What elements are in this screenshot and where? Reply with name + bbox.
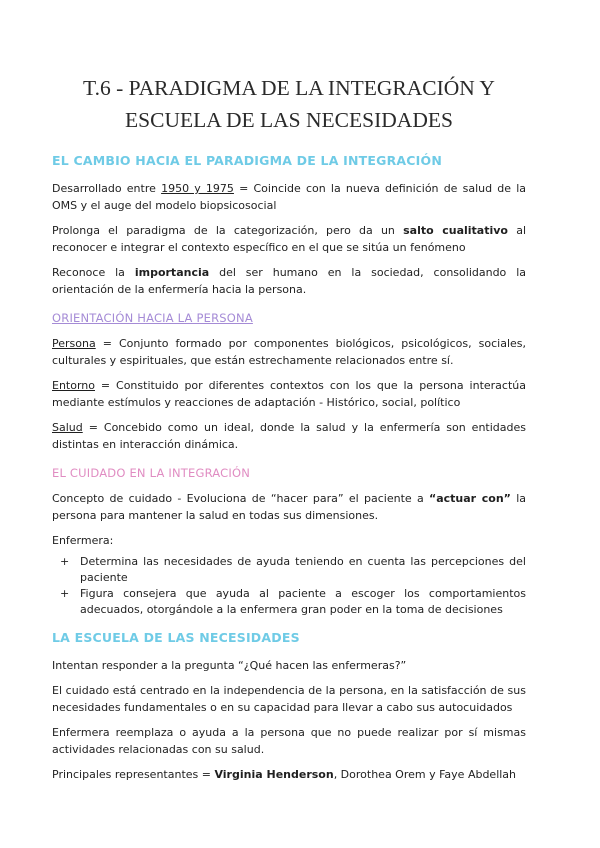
term-persona: Persona xyxy=(52,337,96,350)
bold-importancia: importancia xyxy=(134,266,210,279)
paragraph-prolonga xyxy=(52,223,526,256)
definition-entorno xyxy=(52,378,526,411)
paragraph-concepto-cuidado xyxy=(52,491,526,524)
paragraph-intentan: Intentan responder a la pregunta “¿Qué hacen las enfermeras?” xyxy=(52,658,407,672)
list-item xyxy=(52,554,526,586)
bold-salto-cualitativo: salto cualitativo xyxy=(403,224,508,237)
text: al reconocer e integrar el contexto específico en el que se sitúa un fenómeno xyxy=(52,224,526,254)
text: Principales representantes = xyxy=(52,768,215,781)
title-line-1: T.6 - PARADIGMA DE LA INTEGRACIÓN Y xyxy=(83,76,495,100)
list-item-text: Determina las necesidades de ayuda teniendo en cuenta las percepciones del paciente xyxy=(80,554,526,584)
page-title xyxy=(52,72,526,136)
term-salud: Salud xyxy=(52,421,83,434)
text: = Coincide con la nueva definición de salud de la OMS y el auge del modelo biopsicosocial xyxy=(52,182,526,212)
paragraph-desarrollado xyxy=(52,181,526,214)
definition-text: = Conjunto formado por componentes biológicos, psicológicos, sociales, culturales y espirituales, que están estrechamente relacionados entre sí. xyxy=(52,337,526,367)
paragraph-cuidado-centrado: El cuidado está centrado en la independencia de la persona, en la satisfacción de sus necesidades fundamentales o en su capacidad para llevar a cabo sus autocuidados xyxy=(52,684,526,714)
text: la persona para mantener la salud en todas sus dimensiones. xyxy=(52,492,526,522)
paragraph-enfermera-reemplaza: Enfermera reemplaza o ayuda a la persona que no puede realizar por sí mismas actividades relacionadas con su salud. xyxy=(52,726,526,756)
text: Concepto de cuidado - Evoluciona de “hacer para” el paciente a xyxy=(52,492,429,505)
enfermera-bullet-list xyxy=(52,554,526,618)
paragraph-reconoce xyxy=(52,265,526,298)
list-item-text: Figura consejera que ayuda al paciente a escoger los comportamientos adecuados, otorgándole a la enfermera gran poder en la toma de decisiones xyxy=(80,586,526,616)
definition-persona xyxy=(52,336,526,369)
subsection-heading-cuidado-integracion: EL CUIDADO EN LA INTEGRACIÓN xyxy=(52,466,251,480)
list-item xyxy=(52,586,526,618)
enfermera-label: Enfermera: xyxy=(52,534,114,547)
plus-icon: + xyxy=(60,554,70,568)
definition-text: = Constituido por diferentes contextos con los que la persona interactúa mediante estímulos y reacciones de adaptación - Histórico, social, político xyxy=(52,379,526,409)
bold-virginia-henderson: Virginia Henderson xyxy=(214,768,334,781)
section-heading-escuela-necesidades: LA ESCUELA DE LAS NECESIDADES xyxy=(52,629,300,645)
title-line-2: ESCUELA DE LAS NECESIDADES xyxy=(125,108,453,132)
definition-salud xyxy=(52,420,526,453)
bold-actuar-con: “actuar con” xyxy=(429,492,511,505)
definition-text: = Concebido como un ideal, donde la salud y la enfermería son entidades distintas en interacción dinámica. xyxy=(52,421,526,451)
document-page xyxy=(52,72,526,793)
term-entorno: Entorno xyxy=(52,379,95,392)
text: del ser humano en la sociedad, consolidando la orientación de la enfermería hacia la persona. xyxy=(52,266,526,296)
paragraph-representantes xyxy=(52,767,526,784)
plus-icon: + xyxy=(60,586,70,600)
text: Reconoce la xyxy=(52,266,135,279)
years-underlined: 1950 y 1975 xyxy=(161,182,234,195)
text: , Dorothea Orem y Faye Abdellah xyxy=(333,768,517,781)
text: Prolonga el paradigma de la categorización, pero da un xyxy=(52,224,404,237)
text: Desarrollado entre xyxy=(52,182,162,195)
section-heading-cambio-paradigma: EL CAMBIO HACIA EL PARADIGMA DE LA INTEGRACIÓN xyxy=(52,153,442,168)
subsection-heading-orientacion-persona: ORIENTACIÓN HACIA LA PERSONA xyxy=(52,311,253,325)
